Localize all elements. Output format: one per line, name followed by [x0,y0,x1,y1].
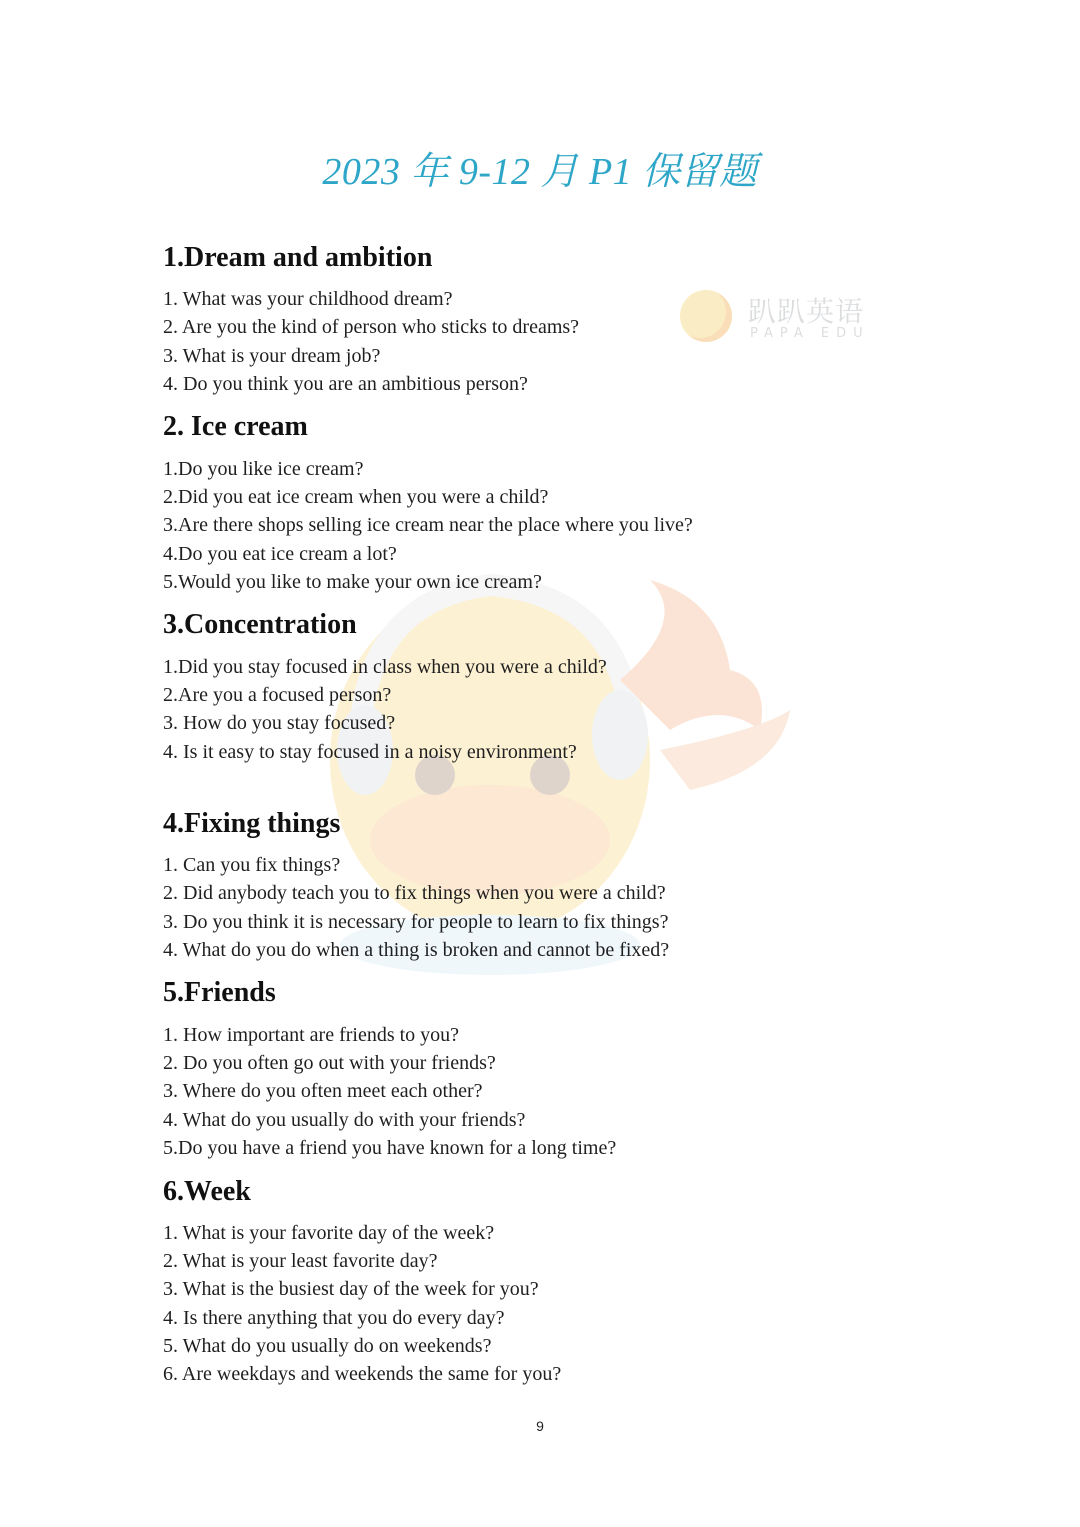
question-item: 4. What do you usually do with your friends? [163,1109,526,1131]
watermark-logo [680,288,870,348]
watermark-brand-cn: 趴趴英语 [748,295,865,328]
page-title: 2023 年 9-12 月 P1 保留题 [322,151,758,193]
question-item: 3. What is the busiest day of the week for you? [163,1278,539,1300]
watermark-brand-en: PAPA EDU [750,326,870,341]
question-item: 1. How important are friends to you? [163,1024,460,1046]
question-item: 1. Can you fix things? [163,854,341,876]
question-item: 5.Do you have a friend you have known for a long time? [163,1137,617,1159]
section-heading-fixing-things: 4.Fixing things [163,808,341,839]
question-item: 2.Are you a focused person? [163,684,392,706]
section-heading-friends: 5.Friends [163,977,276,1008]
question-item: 4. Is there anything that you do every day? [163,1307,505,1329]
question-item: 5.Would you like to make your own ice cream? [163,571,542,593]
question-item: 3. Where do you often meet each other? [163,1080,483,1102]
question-item: 3. How do you stay focused? [163,712,396,734]
question-item: 3. What is your dream job? [163,345,381,367]
question-item: 1. What is your favorite day of the week? [163,1222,495,1244]
question-item: 1.Do you like ice cream? [163,458,364,480]
question-item: 1. What was your childhood dream? [163,288,453,310]
section-heading-week: 6.Week [163,1176,251,1207]
question-item: 3.Are there shops selling ice cream near the place where you live? [163,514,693,536]
question-item: 2. Are you the kind of person who sticks to dreams? [163,316,580,338]
question-item: 2.Did you eat ice cream when you were a child? [163,486,549,508]
question-item: 2. Do you often go out with your friends? [163,1052,496,1074]
section-heading-ice-cream: 2. Ice cream [163,411,308,442]
question-item: 5. What do you usually do on weekends? [163,1335,492,1357]
question-item: 4. Do you think you are an ambitious person? [163,373,528,395]
question-item: 4. Is it easy to stay focused in a noisy environment? [163,741,577,763]
question-item: 6. Are weekdays and weekends the same for you? [163,1363,562,1385]
question-item: 4.Do you eat ice cream a lot? [163,543,397,565]
section-heading-dream-and-ambition: 1.Dream and ambition [163,242,433,273]
question-item: 2. Did anybody teach you to fix things when you were a child? [163,882,666,904]
question-item: 1.Did you stay focused in class when you were a child? [163,656,607,678]
duck-logo-icon [680,290,732,342]
question-item: 4. What do you do when a thing is broken and cannot be fixed? [163,939,670,961]
question-item: 3. Do you think it is necessary for people to learn to fix things? [163,911,669,933]
section-heading-concentration: 3.Concentration [163,609,357,640]
page-number: 9 [536,1418,544,1434]
question-item: 2. What is your least favorite day? [163,1250,438,1272]
